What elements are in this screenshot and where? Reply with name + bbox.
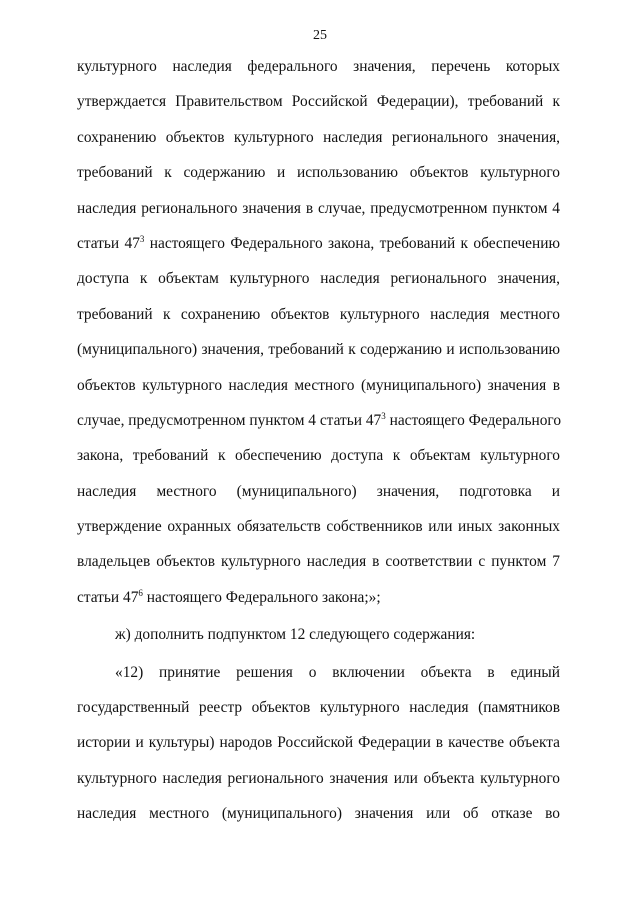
paragraph-subpoint-zh bbox=[77, 625, 560, 660]
text-line: закона, требований к обеспечению доступа к объектам культурного bbox=[77, 447, 560, 465]
text-line: культурного наследия федерального значения, перечень которых bbox=[77, 58, 560, 75]
text-line: «12) принятие решения о включении объекта в единый bbox=[115, 663, 560, 681]
text-line: наследия регионального значения в случае, предусмотренном пунктом 4 bbox=[77, 199, 560, 217]
superscript: 6 bbox=[138, 587, 143, 598]
text-segment: статьи 47 bbox=[77, 588, 139, 606]
text-segment: статьи 47 bbox=[77, 234, 140, 252]
paragraph-continuation bbox=[77, 57, 560, 623]
text-segment: настоящего Федерального закона;»; bbox=[142, 588, 381, 606]
text-line: требований к сохранению объектов культурного наследия местного bbox=[77, 305, 560, 323]
superscript: 3 bbox=[381, 410, 386, 421]
text-line: владельцев объектов культурного наследия в соответствии с пунктом 7 bbox=[77, 553, 560, 571]
text-segment: случае, предусмотренном пунктом 4 статьи 47 bbox=[77, 411, 382, 429]
text-line: объектов культурного наследия местного (муниципального) значения в bbox=[77, 376, 560, 394]
text-line bbox=[77, 411, 560, 446]
document-body bbox=[77, 57, 560, 840]
text-line bbox=[77, 234, 560, 269]
text-line bbox=[77, 588, 560, 623]
text-segment: настоящего Федерального bbox=[385, 411, 562, 429]
text-line: государственный реестр объектов культурного наследия (памятников bbox=[77, 699, 560, 717]
text-line: ж) дополнить подпунктом 12 следующего содержания: bbox=[115, 626, 476, 644]
text-line: сохранению объектов культурного наследия регионального значения, bbox=[77, 128, 560, 146]
superscript: 3 bbox=[139, 233, 145, 244]
text-line: утверждается Правительством Российской Федерации), требований к bbox=[77, 93, 560, 111]
paragraph-subpoint-12 bbox=[77, 663, 560, 840]
text-line: наследия местного (муниципального) значения, подготовка и bbox=[77, 482, 560, 500]
text-line: требований к содержанию и использованию объектов культурного bbox=[77, 164, 560, 182]
text-line: культурного наследия регионального значения или объекта культурного bbox=[77, 769, 560, 787]
page-number: 25 bbox=[313, 28, 327, 43]
text-line: утверждение охранных обязательств собственников или иных законных bbox=[77, 518, 560, 536]
text-line: (муниципального) значения, требований к содержанию и использованию bbox=[77, 341, 560, 359]
text-segment: настоящего Федерального закона, требований к обеспечению bbox=[144, 234, 560, 252]
text-line: доступа к объектам культурного наследия регионального значения, bbox=[77, 270, 560, 288]
text-line: наследия местного (муниципального) значения или об отказе во bbox=[77, 805, 560, 823]
text-line: истории и культуры) народов Российской Федерации в качестве объекта bbox=[77, 734, 560, 752]
